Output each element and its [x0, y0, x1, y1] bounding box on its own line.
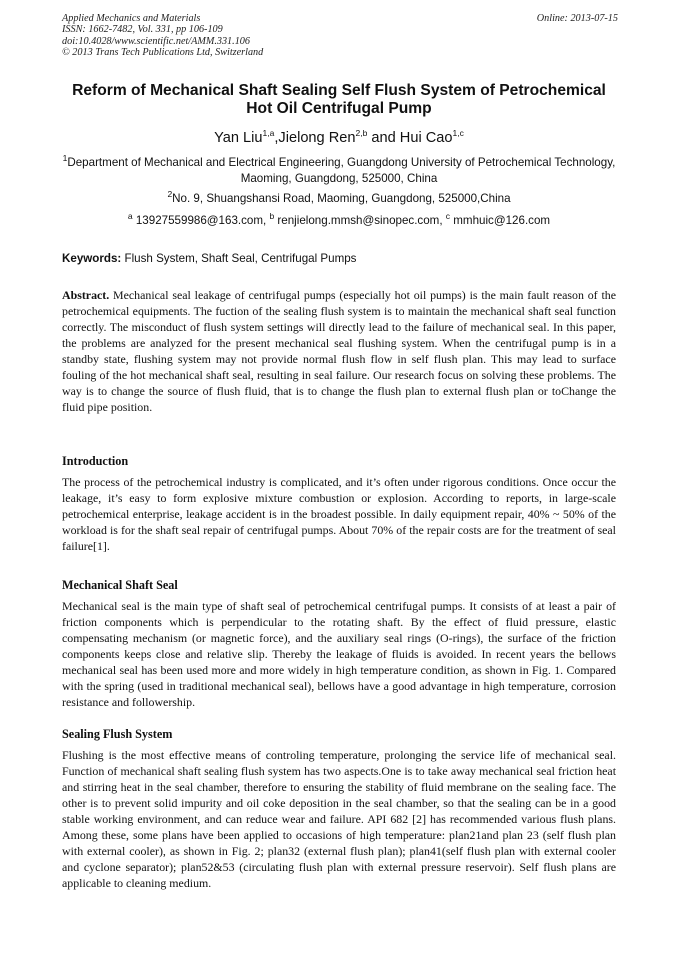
author-name: Jielong Ren — [278, 130, 356, 146]
affiliation-1 — [50, 155, 628, 187]
title-line-2: Hot Oil Centrifugal Pump — [246, 100, 432, 117]
doi-line: doi:10.4028/www.scientific.net/AMM.331.106 — [62, 35, 250, 47]
copyright-line: © 2013 Trans Tech Publications Ltd, Switzerland — [62, 47, 264, 59]
title-line-1: Reform of Mechanical Shaft Sealing Self Flush System of Petrochemical — [72, 82, 606, 99]
affiliation-mark: 1 — [62, 153, 68, 164]
section-heading-sealing-flush-system: Sealing Flush System — [62, 727, 173, 741]
section-heading-introduction: Introduction — [62, 454, 129, 468]
email-address: renjielong.mmsh@sinopec.com, — [274, 214, 446, 227]
abstract-text: Mechanical seal leakage of centrifugal pumps (especially hot oil pumps) is the main fault reason of the petrochemical equipments. The fuction of the sealing flush system is to maintain the mechanical shaft seal function correctly. The misconduct of flush system settings will directly lead to the failure of mechanical seal. In this paper, the problems are analyzed for the present mechanical seal flushing system. When the centrifugal pump is in a standby state, flushing system may not provide normal flush flow in self flush plan. This may lead to surface fouling of the hot mechanical shaft seal, resulting in seal failure. Our research focus on solving these problems. The way is to change the source of flush fluid, that is to change the flush plan to external flush plan or toChange the fluid pipe position. — [62, 288, 616, 414]
affiliation-text: Department of Mechanical and Electrical Engineering, Guangdong University of Petrochemical Technology, Maoming, Guangdong, 525000, China — [67, 156, 616, 185]
author-separator: and — [367, 130, 400, 146]
email-mark: c — [445, 211, 451, 222]
email-line — [50, 213, 628, 229]
keywords-text: Flush System, Shaft Seal, Centrifugal Pumps — [121, 252, 357, 265]
author-name: Hui Cao — [399, 130, 453, 146]
keywords — [62, 251, 618, 266]
author-affiliation-mark: 1,c — [452, 128, 464, 139]
section-heading-mechanical-shaft-seal: Mechanical Shaft Seal — [62, 578, 178, 592]
affiliation-mark: 2 — [167, 189, 173, 200]
journal-name: Applied Mechanics and Materials — [62, 13, 201, 24]
author-name: Yan Liu — [214, 130, 263, 146]
keywords-label: Keywords: — [62, 252, 122, 265]
email-address: mmhuic@126.com — [450, 214, 551, 227]
online-date: Online: 2013-07-15 — [536, 13, 618, 24]
author-affiliation-mark: 2,b — [355, 128, 368, 139]
affiliation-text: No. 9, Shuangshansi Road, Maoming, Guangdong, 525000,China — [172, 192, 511, 205]
author-list — [40, 129, 638, 147]
paper-title — [40, 82, 638, 118]
email-mark: b — [269, 211, 275, 222]
affiliation-2 — [50, 191, 628, 207]
author-affiliation-mark: 1,a — [262, 128, 275, 139]
mechanical-shaft-seal-paragraph: Mechanical seal is the main type of shaft seal of petrochemical centrifugal pumps. It consists of at least a pair of friction components which is perpendicular to the rotating shaft. By the effect of fluid pressure, elastic compensating mechanism (or magnetic force), and the auxiliary seal rings (O-rings), the surface of the friction components keeps close and relative slip. Thereby the leakage of fluids is avoided. In recent years the bellows mechanical seal has been used more and more widely in high temperature condition, as shown in Fig. 1. Compared with the spring (used in traditional mechanical seal), bellows have a good advantage in high temperature, corrosion resistance and followership. — [62, 599, 616, 709]
sealing-flush-system-paragraph: Flushing is the most effective means of controling temperature, prolonging the service life of mechanical seal. Function of mechanical shaft sealing flush system has two aspects.One is to take away mechanical seal friction heat and stirring heat in the seal chamber, therefore to ensuring the stability of fluid membrane on the sealing face. The other is to prevent solid impurity and oil coke deposition in the seal chamber, so that the sealing can be in a good stable working environment, and can reduce wear and failure. API 682 [2] has recommended various flush plans. Among these, some plans have been applied to occasions of high temperature: plan21and plan 23 (self flush plan with external cooler), as shown in Fig. 2; plan32 (external flush plan); plan41(self flush plan with external cooler and cyclone separator); plan52&53 (circulating flush plan with external pressure reservoir). Self flush plans are applicable to cleaning medium. — [62, 748, 616, 890]
author-separator: , — [274, 130, 279, 146]
email-address: 13927559986@163.com, — [132, 214, 270, 227]
issn-line: ISSN: 1662-7482, Vol. 331, pp 106-109 — [62, 24, 223, 36]
introduction-paragraph: The process of the petrochemical industry is complicated, and it’s often under rigorous conditions. Once occur the leakage, it’s easy to form explosive mixture combustion or explosion. According to reports, in large-scale petrochemical enterprise, leakage accident is in the broadest possible. In daily equipment repair, 40% ~ 50% of the workload is for the shaft seal repair of centrifugal pumps. About 70% of the repair costs are for the treatment of seal failure[1]. — [62, 475, 616, 553]
abstract-label: Abstract. — [62, 288, 110, 302]
abstract — [62, 287, 616, 415]
journal-header — [62, 13, 618, 59]
email-mark: a — [127, 211, 133, 222]
